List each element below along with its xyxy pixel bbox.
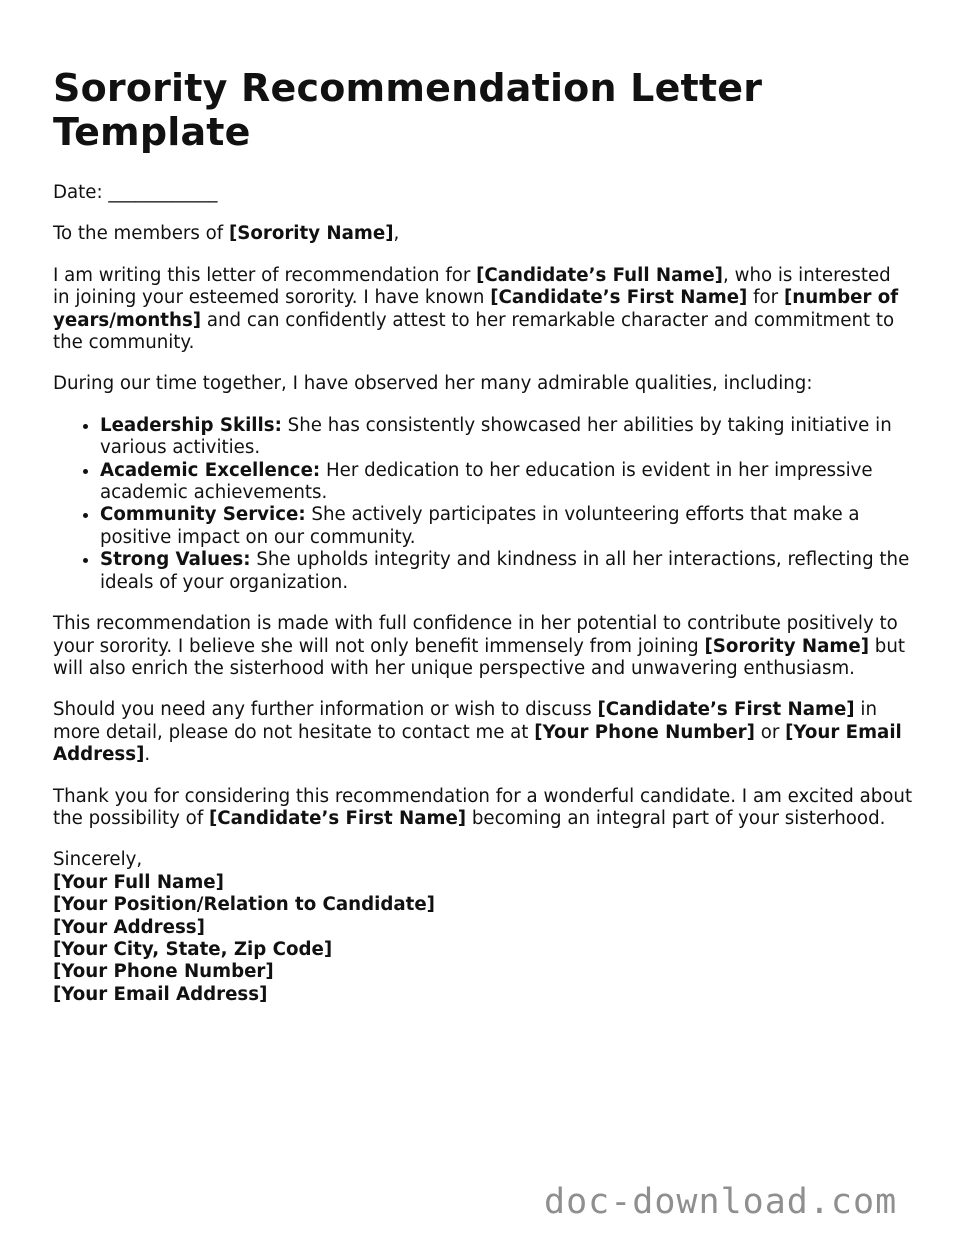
signature-phone: [Your Phone Number] xyxy=(53,961,274,983)
quality-label: Academic Excellence: xyxy=(100,459,321,481)
signature-block xyxy=(53,849,913,1006)
signature-city-state-zip: [Your City, State, Zip Code] xyxy=(53,938,333,960)
text: or xyxy=(754,721,786,743)
email-placeholder: [Your Email Address] xyxy=(53,721,902,766)
list-item xyxy=(100,504,913,549)
thanks-paragraph xyxy=(53,786,913,831)
text: . xyxy=(144,744,151,766)
list-item xyxy=(100,415,913,460)
candidate-first-name-placeholder: [Candidate’s First Name] xyxy=(209,807,467,829)
duration-placeholder: [number of years/months] xyxy=(53,287,899,331)
phone-placeholder: [Your Phone Number] xyxy=(534,721,755,743)
qualities-list xyxy=(53,415,913,594)
signature-email: [Your Email Address] xyxy=(53,983,268,1005)
text: but will also enrich the sisterhood with her unique perspective and unwavering enthusiasm. xyxy=(53,635,905,679)
date-line: Date: ____________ xyxy=(53,182,218,203)
qualities-intro: During our time together, I have observed her many admirable qualities, including: xyxy=(53,373,813,395)
quality-text: She actively participates in volunteering efforts that make a positive impact on our community. xyxy=(100,504,860,548)
confidence-paragraph xyxy=(53,613,913,680)
candidate-full-name-placeholder: [Candidate’s Full Name] xyxy=(476,264,723,286)
salutation-suffix: , xyxy=(393,223,400,245)
salutation xyxy=(53,223,913,245)
salutation-prefix: To the members of xyxy=(53,223,229,245)
text: Should you need any further information or wish to discuss xyxy=(53,699,598,721)
list-item xyxy=(100,460,913,505)
intro-paragraph xyxy=(53,265,913,355)
quality-text: She has consistently showcased her abilities by taking initiative in various activities. xyxy=(100,414,892,459)
contact-paragraph xyxy=(53,699,913,766)
quality-label: Leadership Skills: xyxy=(100,414,282,436)
list-item xyxy=(100,549,913,594)
watermark: doc-download.com xyxy=(544,1182,898,1222)
page-title: Sorority Recommendation Letter Template xyxy=(53,66,763,154)
text: I am writing this letter of recommendation for xyxy=(53,264,477,286)
candidate-first-name-placeholder: [Candidate’s First Name] xyxy=(490,287,748,309)
text: , who is interested in joining your esteemed sorority. I have known xyxy=(53,264,891,309)
text: in more detail, please do not hesitate to contact me at xyxy=(53,699,877,743)
quality-label: Community Service: xyxy=(100,504,306,526)
quality-text: Her dedication to her education is evident in her impressive academic achievements. xyxy=(100,459,873,504)
letter-document xyxy=(53,66,913,1006)
signature-full-name: [Your Full Name] xyxy=(53,871,224,893)
quality-text: She upholds integrity and kindness in all her interactions, reflecting the ideals of your organization. xyxy=(100,549,910,593)
signature-address: [Your Address] xyxy=(53,916,205,938)
sorority-name-placeholder: [Sorority Name] xyxy=(228,223,394,245)
sorority-name-placeholder: [Sorority Name] xyxy=(704,635,870,657)
text: for xyxy=(747,287,784,309)
signature-position: [Your Position/Relation to Candidate] xyxy=(53,894,435,916)
quality-label: Strong Values: xyxy=(100,549,251,571)
text: This recommendation is made with full confidence in her potential to contribute positively to your sorority. I believe she will not only benefit immensely from joining xyxy=(53,613,898,657)
text: and can confidently attest to her remarkable character and commitment to the community. xyxy=(53,309,895,354)
closing: Sincerely, xyxy=(53,849,143,871)
text: becoming an integral part of your sisterhood. xyxy=(466,807,886,829)
candidate-first-name-placeholder: [Candidate’s First Name] xyxy=(597,699,855,721)
text: Thank you for considering this recommendation for a wonderful candidate. I am excited about the possibility of xyxy=(53,785,913,829)
